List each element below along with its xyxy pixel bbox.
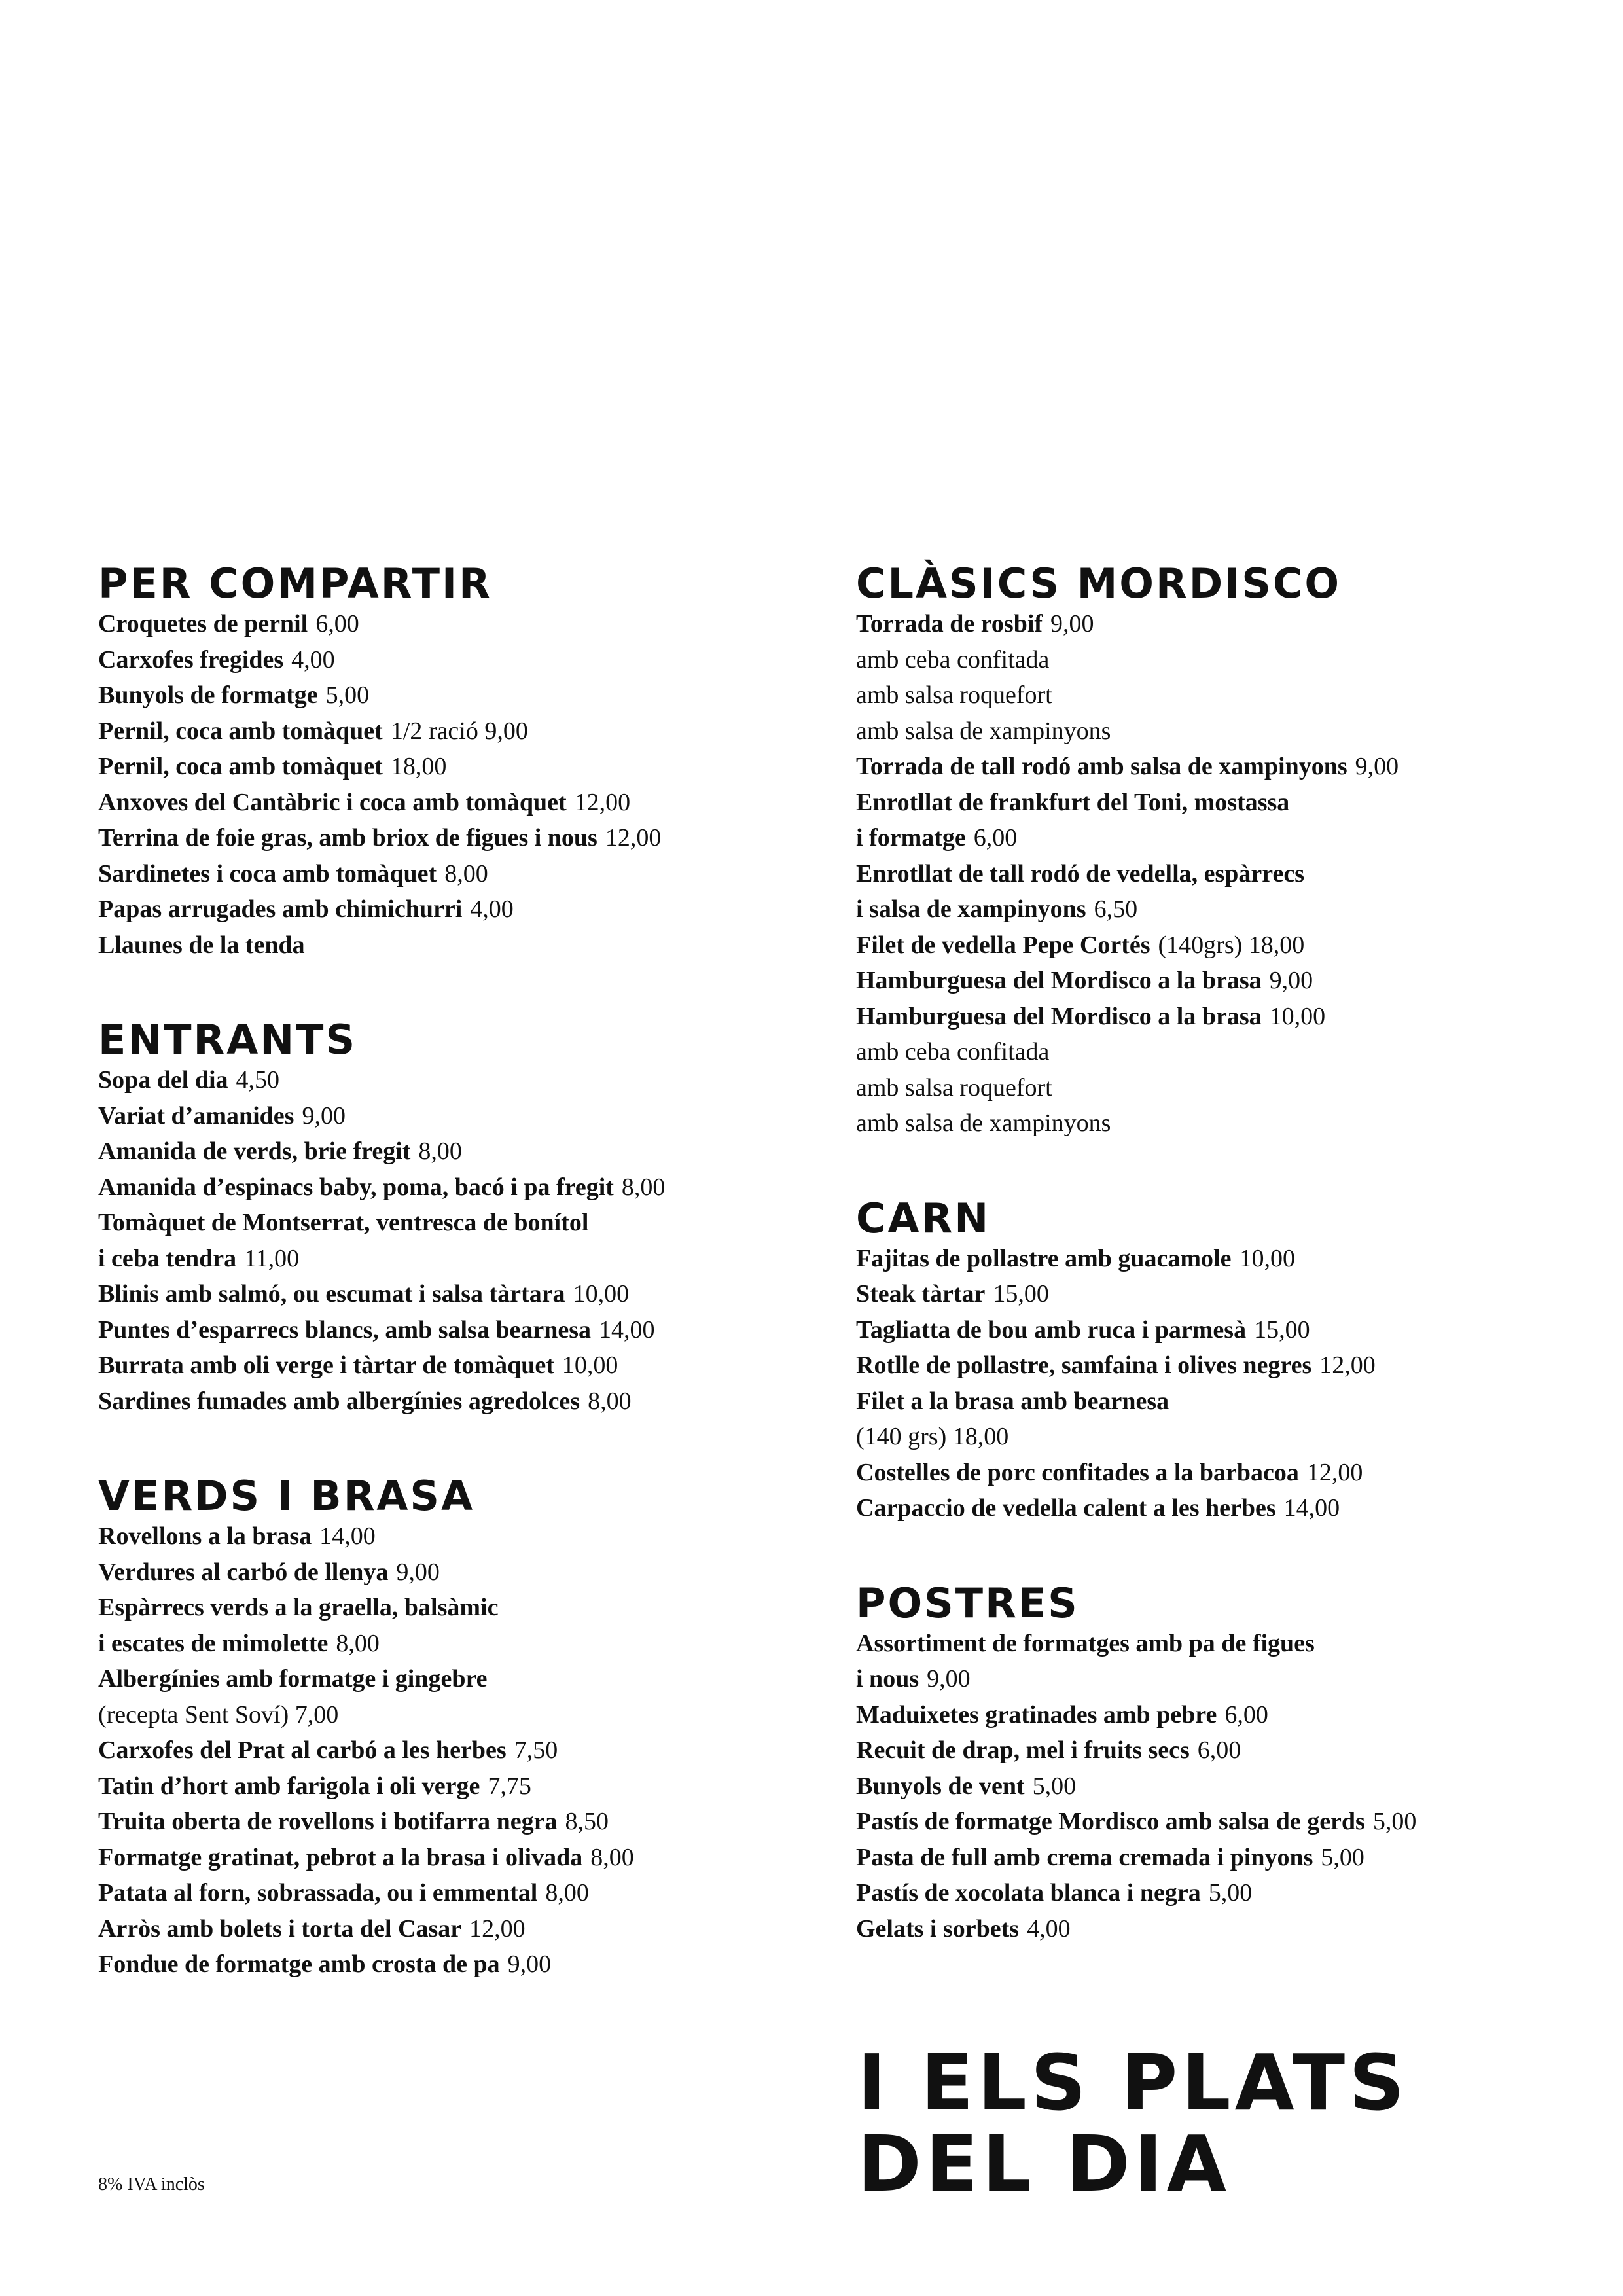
dish-detail: 6,50 — [1094, 895, 1138, 923]
menu-item — [98, 606, 831, 642]
dish-name: Burrata amb oli verge i tàrtar de tomàquet — [98, 1352, 554, 1379]
dish-detail: amb ceba confitada — [856, 1038, 1050, 1066]
menu-item — [98, 642, 831, 678]
menu-item — [856, 1312, 1550, 1348]
dish-detail: 7,50 — [514, 1736, 558, 1764]
menu-item — [98, 1840, 831, 1876]
dish-name: Espàrrecs verds a la graella, balsàmic — [98, 1594, 499, 1621]
dish-detail: 12,00 — [1306, 1458, 1363, 1486]
menu-item — [98, 1348, 831, 1384]
dish-detail: 12,00 — [469, 1914, 526, 1943]
dish-name: Gelats i sorbets — [856, 1914, 1020, 1943]
menu-item — [98, 749, 831, 785]
dish-name: Sopa del dia — [98, 1066, 228, 1094]
menu-item — [856, 1626, 1550, 1662]
menu-item — [856, 820, 1550, 856]
menu-item — [856, 1419, 1550, 1455]
dish-detail: 9,00 — [927, 1665, 971, 1693]
dish-detail: 14,00 — [319, 1522, 376, 1550]
menu-item — [98, 1518, 831, 1554]
vat-footnote: 8% IVA inclòs — [98, 2174, 205, 2195]
dish-name: Anxoves del Cantàbric i coca amb tomàquet — [98, 788, 567, 816]
dish-detail: 10,00 — [573, 1280, 630, 1308]
dish-name: Pasta de full amb crema cremada i pinyons — [856, 1843, 1313, 1871]
menu-item — [856, 606, 1550, 642]
menu-item — [98, 1312, 831, 1348]
menu-item — [856, 1070, 1550, 1106]
dish-detail: 6,00 — [1224, 1700, 1268, 1729]
menu-item — [856, 856, 1550, 892]
menu-item — [98, 891, 831, 927]
menu-item — [98, 1697, 831, 1733]
dish-detail: (140 grs) 18,00 — [856, 1423, 1009, 1450]
dish-name: i escates de mimolette — [98, 1629, 329, 1657]
menu-item — [856, 1875, 1550, 1911]
dish-name: Sardines fumades amb albergínies agredolces — [98, 1387, 580, 1415]
dish-name: Blinis amb salmó, ou escumat i salsa tàrtara — [98, 1280, 565, 1308]
dish-detail: 5,00 — [1372, 1808, 1417, 1835]
dish-detail: 14,00 — [599, 1316, 655, 1344]
menu-item — [98, 1170, 831, 1206]
dish-name: Assortiment de formatges amb pa de figues — [856, 1629, 1315, 1657]
dish-detail: 6,00 — [973, 824, 1018, 852]
dish-name: Recuit de drap, mel i fruits secs — [856, 1736, 1190, 1764]
dish-detail: 5,00 — [325, 681, 370, 709]
menu-item — [856, 1911, 1550, 1947]
menu-list — [856, 606, 1550, 1141]
dish-name: Pastís de formatge Mordisco amb salsa de gerds — [856, 1808, 1365, 1835]
dish-name: Bunyols de formatge — [98, 681, 318, 709]
menu-item — [98, 820, 831, 856]
dish-detail: (recepta Sent Soví) 7,00 — [98, 1700, 339, 1729]
dish-detail: 8,00 — [444, 859, 488, 888]
section-heading: ENTRANTS — [98, 1016, 357, 1064]
menu-item — [98, 1911, 831, 1947]
section-heading: CARN — [856, 1194, 991, 1242]
dish-detail: 6,00 — [315, 610, 359, 637]
section-heading: VERDS I BRASA — [98, 1472, 475, 1520]
dish-name: Costelles de porc confitades a la barbacoa — [856, 1458, 1299, 1486]
left-column — [98, 560, 831, 2039]
dish-name: i ceba tendra — [98, 1244, 237, 1272]
section-verds-i-brasa — [98, 1472, 831, 1982]
dish-name: Carpaccio de vedella calent a les herbes — [856, 1494, 1276, 1522]
dish-detail: amb salsa roquefort — [856, 1073, 1052, 1102]
dish-detail: 4,00 — [291, 645, 335, 673]
daily-dishes-line-1: I ELS PLATS — [857, 2037, 1409, 2128]
dish-name: Enrotllat de frankfurt del Toni, mostassa — [856, 788, 1290, 816]
dish-name: Croquetes de pernil — [98, 610, 308, 637]
section-heading: CLÀSICS MORDISCO — [856, 560, 1342, 607]
dish-detail: 8,00 — [590, 1843, 634, 1871]
dish-detail: 14,00 — [1283, 1494, 1340, 1522]
menu-item — [98, 713, 831, 749]
dish-detail: 8,50 — [565, 1808, 609, 1835]
dish-name: Albergínies amb formatge i gingebre — [98, 1665, 488, 1693]
menu-item — [856, 1241, 1550, 1277]
dish-name: Steak tàrtar — [856, 1280, 986, 1308]
dish-detail: 8,00 — [418, 1138, 462, 1165]
section-entrants — [98, 1016, 831, 1419]
dish-detail: 9,00 — [302, 1102, 346, 1130]
dish-detail: 8,00 — [588, 1387, 632, 1415]
dish-detail: 10,00 — [1269, 1002, 1326, 1030]
dish-name: Rovellons a la brasa — [98, 1522, 312, 1550]
menu-item — [98, 1134, 831, 1170]
dish-name: Formatge gratinat, pebrot a la brasa i olivada — [98, 1843, 583, 1871]
dish-detail: 11,00 — [244, 1244, 300, 1272]
menu-item — [856, 1034, 1550, 1070]
menu-item — [856, 1697, 1550, 1733]
menu-item — [856, 1661, 1550, 1697]
menu-list — [98, 1518, 831, 1982]
dish-name: Tomàquet de Montserrat, ventresca de bonítol — [98, 1209, 589, 1236]
dish-name: i salsa de xampinyons — [856, 895, 1086, 923]
dish-detail: amb salsa roquefort — [856, 681, 1052, 709]
menu-item — [856, 642, 1550, 678]
dish-name: Terrina de foie gras, amb briox de figues i nous — [98, 824, 597, 852]
menu-list — [856, 1241, 1550, 1526]
dish-name: Llaunes de la tenda — [98, 931, 305, 959]
menu-item — [856, 713, 1550, 749]
dish-name: i nous — [856, 1665, 919, 1693]
menu-item — [98, 1062, 831, 1098]
menu-item — [98, 1590, 831, 1626]
menu-item — [856, 1455, 1550, 1491]
menu-item — [856, 1768, 1550, 1804]
menu-item — [856, 999, 1550, 1035]
menu-item — [856, 677, 1550, 713]
dish-name: Amanida d’espinacs baby, poma, bacó i pa fregit — [98, 1173, 614, 1201]
menu-item — [856, 1276, 1550, 1312]
section-postres — [856, 1579, 1550, 1947]
menu-item — [98, 677, 831, 713]
dish-name: Puntes d’esparrecs blancs, amb salsa bearnesa — [98, 1316, 591, 1344]
menu-item — [98, 1384, 831, 1420]
dish-name: Carxofes del Prat al carbó a les herbes — [98, 1736, 507, 1764]
dish-name: Bunyols de vent — [856, 1772, 1025, 1800]
dish-detail: 5,00 — [1208, 1879, 1253, 1907]
dish-name: Carxofes fregides — [98, 645, 284, 673]
section-heading: PER COMPARTIR — [98, 560, 492, 607]
menu-item — [98, 785, 831, 821]
dish-detail: 6,00 — [1197, 1736, 1241, 1764]
menu-item — [98, 1804, 831, 1840]
dish-name: Pastís de xocolata blanca i negra — [856, 1879, 1201, 1907]
dish-name: Tagliatta de bou amb ruca i parmesà — [856, 1316, 1247, 1344]
section-per-compartir — [98, 560, 831, 963]
dish-detail: 4,00 — [470, 895, 514, 923]
dish-name: Maduixetes gratinades amb pebre — [856, 1700, 1217, 1729]
menu-item — [98, 1875, 831, 1911]
dish-detail: 10,00 — [562, 1352, 618, 1379]
dish-detail: 9,00 — [1269, 967, 1313, 994]
dish-name: Filet a la brasa amb bearnesa — [856, 1387, 1169, 1415]
menu-item — [98, 1946, 831, 1982]
dish-detail: amb salsa de xampinyons — [856, 1109, 1111, 1137]
dish-name: Verdures al carbó de llenya — [98, 1558, 389, 1586]
dish-name: Fondue de formatge amb crosta de pa — [98, 1950, 500, 1978]
dish-name: Enrotllat de tall rodó de vedella, espàrrecs — [856, 859, 1305, 888]
section-carn — [856, 1194, 1550, 1526]
menu-item — [98, 1205, 831, 1241]
dish-name: Sardinetes i coca amb tomàquet — [98, 859, 437, 888]
dish-name: Tatin d’hort amb farigola i oli verge — [98, 1772, 480, 1800]
dish-detail: 5,00 — [1032, 1772, 1077, 1800]
menu-item — [98, 927, 831, 963]
dish-detail: 5,00 — [1321, 1843, 1364, 1871]
right-column — [856, 560, 1550, 2003]
menu-list — [98, 1062, 831, 1419]
dish-name: Patata al forn, sobrassada, ou i emmental — [98, 1879, 538, 1907]
dish-name: Pernil, coca amb tomàquet — [98, 753, 383, 780]
dish-name: Variat d’amanides — [98, 1102, 294, 1130]
dish-detail: amb salsa de xampinyons — [856, 717, 1111, 745]
menu-item — [856, 1732, 1550, 1768]
menu-item — [856, 785, 1550, 821]
menu-item — [98, 1241, 831, 1277]
dish-detail: 9,00 — [507, 1950, 552, 1978]
dish-detail: 9,00 — [1355, 753, 1399, 780]
menu-item — [856, 1804, 1550, 1840]
dish-name: Fajitas de pollastre amb guacamole — [856, 1244, 1232, 1272]
dish-name: Pernil, coca amb tomàquet — [98, 717, 383, 745]
menu-item — [98, 1626, 831, 1662]
dish-name: Rotlle de pollastre, samfaina i olives negres — [856, 1352, 1312, 1379]
dish-detail: 15,00 — [993, 1280, 1049, 1308]
dish-name: Torrada de tall rodó amb salsa de xampinyons — [856, 753, 1347, 780]
dish-name: Hamburguesa del Mordisco a la brasa — [856, 1002, 1262, 1030]
menu-item — [856, 749, 1550, 785]
menu-item — [98, 1732, 831, 1768]
dish-name: i formatge — [856, 824, 966, 852]
dish-detail: 1/2 ració 9,00 — [390, 717, 528, 745]
dish-name: Truita oberta de rovellons i botifarra negra — [98, 1808, 558, 1835]
menu-item — [98, 1768, 831, 1804]
dish-detail: 4,00 — [1027, 1914, 1071, 1943]
menu-item — [98, 1661, 831, 1697]
dish-name: Filet de vedella Pepe Cortés — [856, 931, 1150, 959]
menu-item — [98, 1098, 831, 1134]
daily-dishes-title — [857, 2037, 1409, 2209]
dish-detail: (140grs) 18,00 — [1158, 931, 1305, 959]
dish-name: Hamburguesa del Mordisco a la brasa — [856, 967, 1262, 994]
dish-detail: 18,00 — [390, 753, 447, 780]
dish-detail: 15,00 — [1254, 1316, 1310, 1344]
menu-list — [98, 606, 831, 963]
menu-item — [856, 1490, 1550, 1526]
daily-dishes-line-2: DEL DIA — [857, 2119, 1231, 2209]
menu-item — [98, 1276, 831, 1312]
dish-name: Papas arrugades amb chimichurri — [98, 895, 463, 923]
dish-detail: 9,00 — [396, 1558, 440, 1586]
menu-item — [856, 963, 1550, 999]
dish-detail: 10,00 — [1239, 1244, 1295, 1272]
dish-name: Torrada de rosbif — [856, 610, 1043, 637]
dish-detail: 8,00 — [621, 1173, 666, 1201]
dish-detail: 8,00 — [545, 1879, 589, 1907]
dish-detail: 7,75 — [488, 1772, 531, 1800]
menu-item — [856, 1105, 1550, 1141]
menu-item — [856, 927, 1550, 963]
menu-item — [856, 1384, 1550, 1420]
menu-item — [856, 891, 1550, 927]
dish-detail: 9,00 — [1050, 610, 1094, 637]
dish-detail: 12,00 — [1319, 1352, 1376, 1379]
menu-item — [856, 1348, 1550, 1384]
menu-item — [98, 856, 831, 892]
dish-detail: amb ceba confitada — [856, 645, 1050, 673]
dish-detail: 8,00 — [336, 1629, 380, 1657]
dish-detail: 4,50 — [236, 1066, 280, 1094]
dish-name: Amanida de verds, brie fregit — [98, 1138, 411, 1165]
dish-detail: 12,00 — [605, 824, 662, 852]
section-heading: POSTRES — [856, 1579, 1079, 1627]
menu-item — [856, 1840, 1550, 1876]
menu-list — [856, 1626, 1550, 1947]
menu-item — [98, 1554, 831, 1590]
section-classics — [856, 560, 1550, 1141]
dish-name: Arròs amb bolets i torta del Casar — [98, 1914, 462, 1943]
dish-detail: 12,00 — [574, 788, 631, 816]
